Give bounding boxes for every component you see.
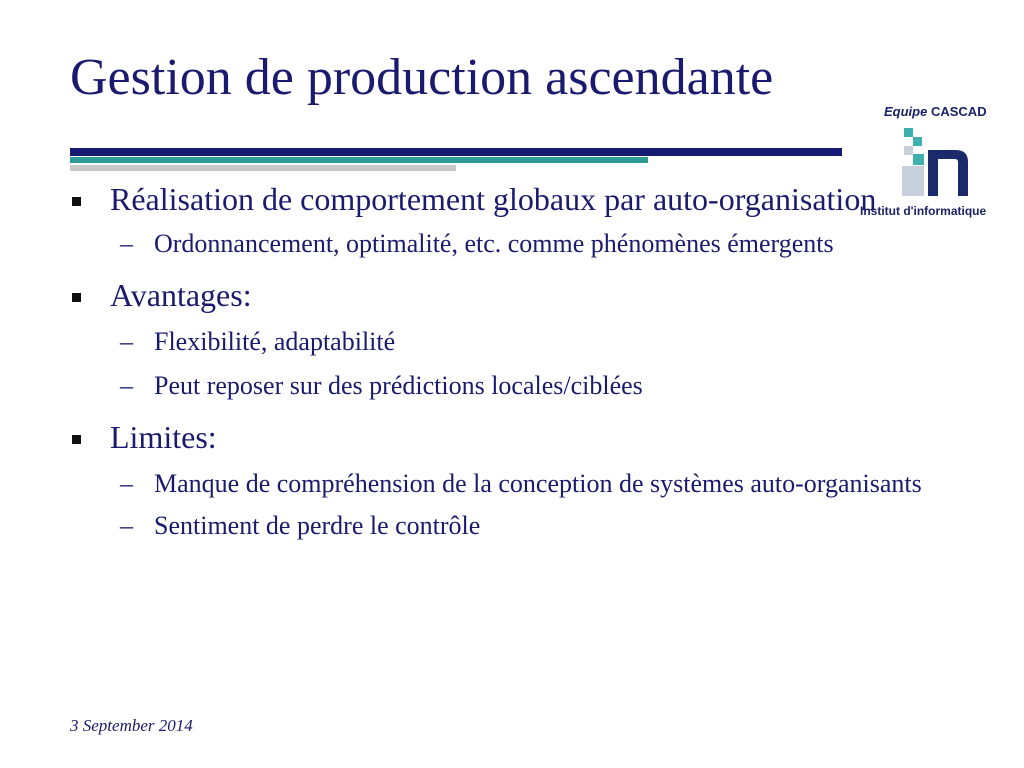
- footer-date: 3 September 2014: [70, 716, 193, 735]
- title-rule-gray: [70, 165, 456, 171]
- sub-bullet-item: – Sentiment de perdre le contrôle: [120, 511, 481, 540]
- logo-subtitle: Institut d'informatique: [860, 204, 987, 218]
- sub-bullet-text: Sentiment de perdre le contrôle: [154, 511, 481, 540]
- logo-caption-prefix: Equipe: [884, 104, 928, 119]
- bullet-list: [70, 180, 950, 542]
- logo-caption: [884, 104, 987, 119]
- sub-bullet-text: Flexibilité, adaptabilité: [154, 327, 396, 356]
- bullet-text: Limites:: [110, 419, 217, 455]
- title-rule-navy: [70, 148, 842, 156]
- bullet-item: [70, 276, 950, 314]
- sub-bullet-item: – Peut reposer sur des prédictions locales/ciblées: [120, 371, 643, 400]
- bullet-item: [70, 418, 950, 456]
- bullet-text: Réalisation de comportement globaux par auto-organisation: [110, 181, 877, 217]
- square-bullet-icon: [72, 197, 81, 206]
- bullet-text: Avantages:: [110, 277, 252, 313]
- title-rule-teal: [70, 157, 648, 163]
- sub-bullet-text: Peut reposer sur des prédictions locales/ciblées: [154, 371, 643, 400]
- slide-title: Gestion de production ascendante: [70, 49, 774, 106]
- sub-bullet-item: – Flexibilité, adaptabilité: [120, 327, 396, 356]
- sub-bullet-text: Manque de compréhension de la conception de systèmes auto-organisants: [154, 469, 922, 498]
- square-bullet-icon: [72, 435, 81, 444]
- square-bullet-icon: [72, 293, 81, 302]
- sub-bullet-text: Ordonnancement, optimalité, etc. comme phénomènes émergents: [154, 229, 834, 258]
- bullet-item: [70, 180, 950, 218]
- sub-bullet-item: – Ordonnancement, optimalité, etc. comme phénomènes émergents: [120, 229, 834, 258]
- logo-caption-name: CASCAD: [930, 104, 987, 119]
- sub-bullet-item: – Manque de compréhension de la conception de systèmes auto-organisants: [120, 469, 922, 498]
